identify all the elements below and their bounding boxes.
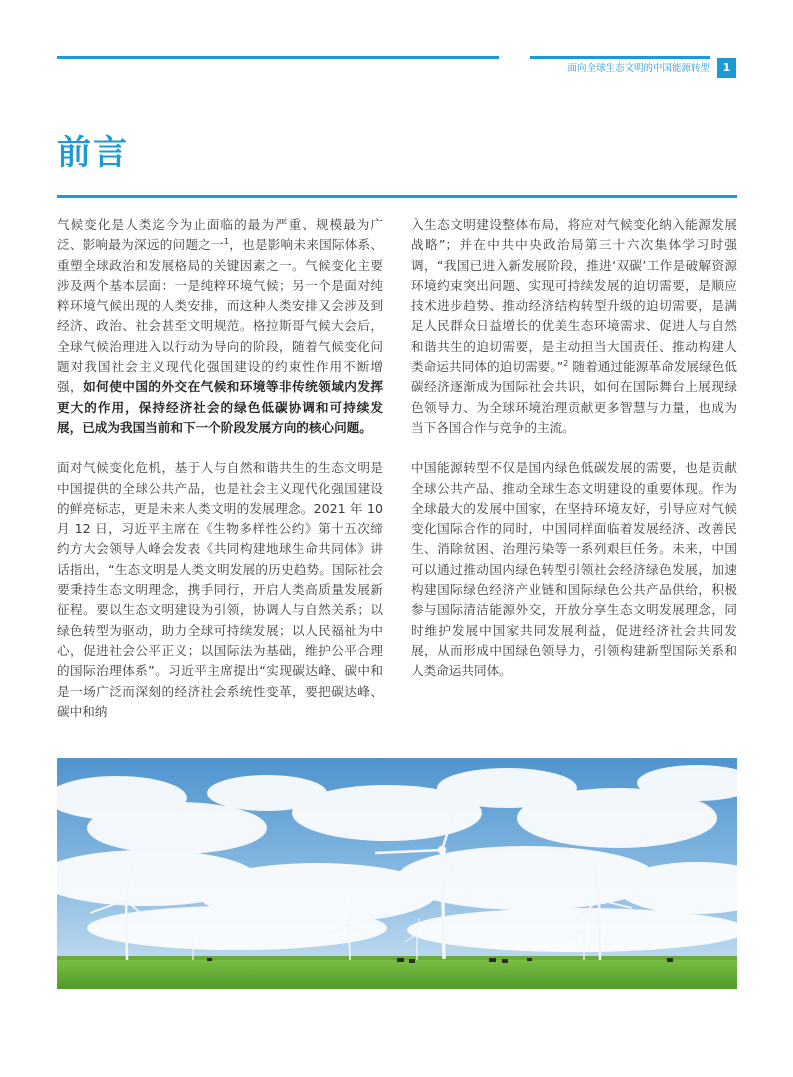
left-paragraph-2: 面对气候变化危机，基于人与自然和谐共生的生态文明是中国提供的全球公共产品，也是社会主义现代化强国建设的鲜亮标志，更是未来人类文明的发展理念。2021 年 10 月 12 日，习近平主席在《生物多样性公约》第十五次缔约方大会领导人峰会发表《共同构建地球生命共同体》讲话指出，“生态文明是人类文明发展的历史趋势。国际社会要秉持生态文明理念，携手同行，开启人类高质量发展新征程。要以生态文明建设为引领，协调人与自然关系；以绿色转型为驱动，助力全球可持续发展；以人民福祉为中心，促进社会公平正义；以国际法为基础，维护公平合理的国际治理体系”。习近平主席提出“实现碳达峰、碳中和是一场广泛而深刻的经济社会系统性变革，要把碳达峰、碳中和纳 — [57, 460, 383, 719]
running-title: 面向全球生态文明的中国能源转型 — [567, 63, 710, 74]
title-rule — [57, 195, 737, 198]
footnote-ref[interactable]: 1 — [223, 237, 229, 247]
page-title: 前言 — [57, 133, 129, 173]
footnote-ref[interactable]: 2 — [563, 358, 569, 368]
header-rule-right — [530, 56, 710, 59]
header-rule-left — [57, 56, 499, 59]
right-paragraph-2: 中国能源转型不仅是国内绿色低碳发展的需要，也是贡献全球公共产品、推动全球生态文明建设的重要体现。作为全球最大的发展中国家，在坚持环境友好，引导应对气候变化国际合作的同时，中国同样面临着发展经济、改善民生、消除贫困、治理污染等一系列艰巨任务。未来，中国可以通过推动国内绿色转型引领社会经济绿色发展，加速构建国际绿色经济产业链和国际绿色公共产品供给，积极参与国际清洁能源外交，开放分享生态文明发展理念，同时维护发展中国家共同发展利益，促进经济社会共同发展，从而形成中国绿色领导力，引领构建新型国际关系和人类命运共同体。 — [411, 460, 737, 679]
left-paragraph-1: 气候变化是人类迄今为止面临的最为严重、规模最为广泛、影响最为深远的问题之一$^1$，也是影响未来国际体系、重塑全球政治和发展格局的关键因素之一。气候变化主要涉及两个基本层面：一是纯粹环境气候；另一个是面对纯粹环境气候出现的人类安排，而这种人类安排又会涉及到经济、政治、社会甚至文明规范。格拉斯哥气候大会后，全球气候治理进入以行动为导向的阶段，随着气候变化问题对我国社会主义现代化强国建设的约束性作用不断增强，如何使中国的外交在气候和环境等非传统领域内发挥更大的作用，保持经济社会的绿色低碳协调和可持续发展，已成为我国当前和下一个阶段发展方向的核心问题。 — [57, 217, 384, 435]
left-column — [57, 215, 383, 742]
right-paragraph-1: 入生态文明建设整体布局，将应对气候变化纳入能源发展战略”；并在中共中央政治局第三十六次集体学习时强调，“我国已进入新发展阶段，推进‘双碳’工作是破解资源环境约束突出问题、实现可持续发展的迫切需要，是顺应技术进步趋势、推动经济结构转型升级的迫切需要，是满足人民群众日益增长的优美生态环境需求、促进人与自然和谐共生的迫切需要，是主动担当大国责任、推动构建人类命运共同体的迫切需要。”$^2$ 随着通过能源革命发展绿色低碳经济逐渐成为国际社会共识，如何在国际舞台上展现绿色领导力、为全球环境治理贡献更多智慧与力量，也成为当下各国合作与竞争的主流。 — [411, 217, 737, 435]
page-number: 1 — [717, 58, 736, 78]
right-column — [411, 215, 737, 702]
wind-farm-photo — [57, 758, 737, 989]
emphasis-text: 如何使中国的外交在气候和环境等非传统领域内发挥更大的作用，保持经济社会的绿色低碳协调和可持续发展，已成为我国当前和下一个阶段发展方向的核心问题。 — [57, 379, 384, 435]
